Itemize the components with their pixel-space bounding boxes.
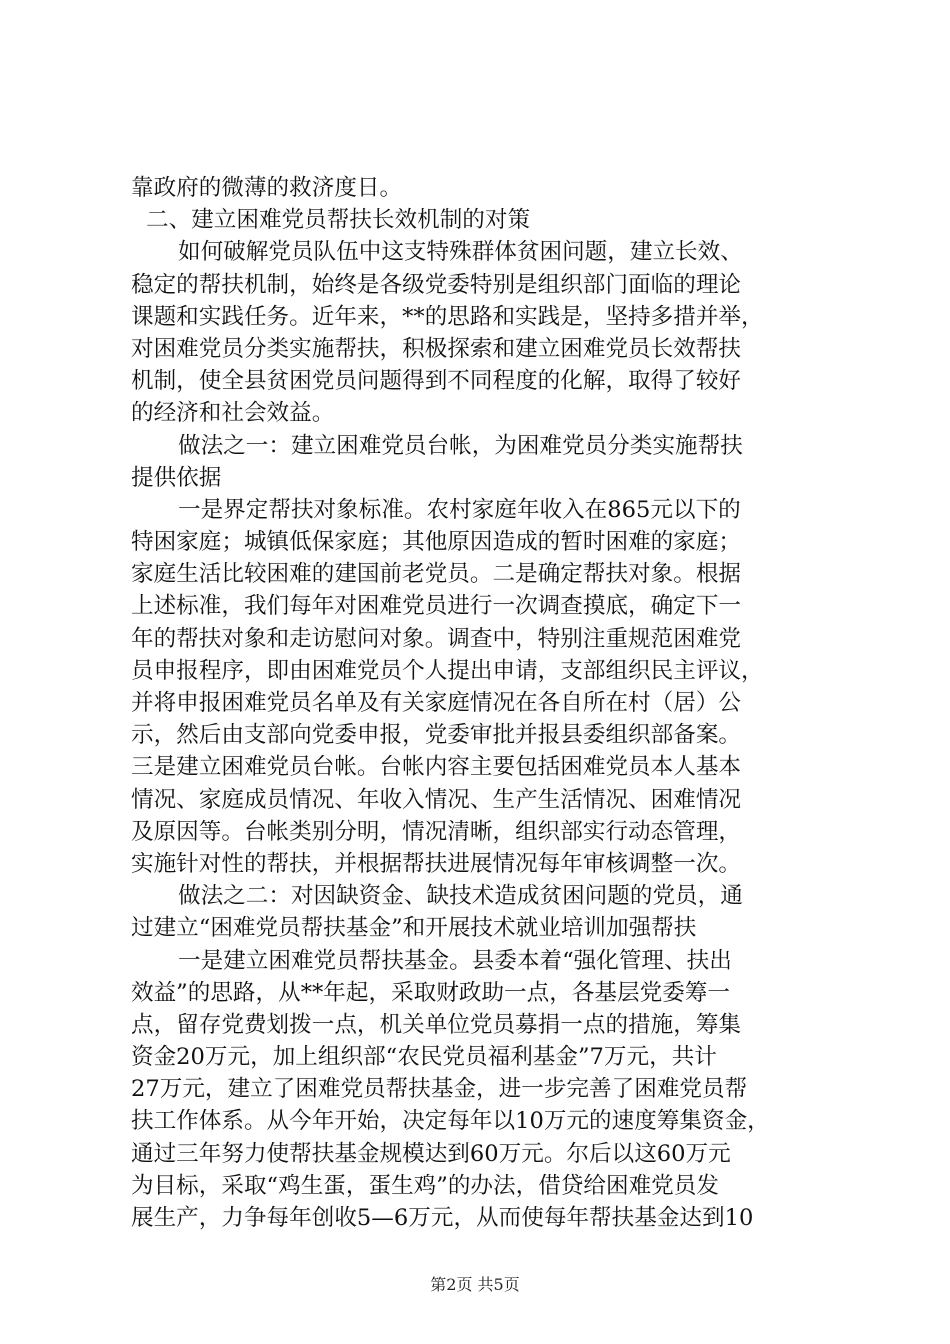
text-line: 及原因等。台帐类别分明，情况清晰，组织部实行动态管理，	[131, 818, 742, 845]
page-number-footer: 第2页 共5页	[430, 1275, 520, 1294]
text-line: 为目标，采取“鸡生蛋，蛋生鸡”的办法，借贷给困难党员发	[131, 1172, 719, 1199]
text-line: 实施针对性的帮扶，并根据帮扶进展情况每年审核调整一次。	[131, 850, 742, 877]
text-line: 一是界定帮扶对象标准。农村家庭年收入在865元以下的	[178, 496, 741, 523]
text-line: 机制，使全县贫困党员问题得到不同程度的化解，取得了较好	[131, 368, 742, 395]
text-line: 三是建立困难党员台帐。台帐内容主要包括困难党员本人基本	[131, 754, 742, 781]
text-line: 资金20万元，加上组织部“农民党员福利基金”7万元，共计	[131, 1044, 717, 1071]
text-line: 一是建立困难党员帮扶基金。县委本着“强化管理、扶出	[178, 947, 732, 974]
document-body	[131, 172, 831, 1234]
text-line: 通过三年努力使帮扶基金规模达到60万元。尔后以这60万元	[131, 1140, 731, 1167]
subsection-heading: 提供依据	[131, 464, 222, 491]
text-line: 员申报程序，即由困难党员个人提出申请，支部组织民主评议，	[131, 657, 764, 684]
section-heading: 二、建立困难党员帮扶长效机制的对策	[146, 207, 531, 234]
text-line: 对困难党员分类实施帮扶，积极探索和建立困难党员长效帮扶	[131, 335, 742, 362]
text-line: 家庭生活比较困难的建国前老党员。二是确定帮扶对象。根据	[131, 561, 742, 588]
text-line: 如何破解党员队伍中这支特殊群体贫困问题，建立长效、	[178, 239, 743, 266]
text-line: 的经济和社会效益。	[131, 400, 335, 427]
text-line: 情况、家庭成员情况、年收入情况、生产生活情况、困难情况	[131, 786, 742, 813]
text-line: 稳定的帮扶机制，始终是各级党委特别是组织部门面临的理论	[131, 271, 742, 298]
text-line: 展生产，力争每年创收5—6万元，从而使每年帮扶基金达到10	[131, 1205, 754, 1231]
subsection-heading: 做法之二：对因缺资金、缺技术造成贫困问题的党员，通	[178, 883, 743, 910]
text-line: 示，然后由支部向党委申报，党委审批并报县委组织部备案。	[131, 722, 742, 749]
text-line: 上述标准，我们每年对困难党员进行一次调查摸底，确定下一	[131, 593, 742, 620]
text-line: 效益”的思路，从**年起，采取财政助一点，各基层党委筹一	[131, 979, 730, 1006]
text-line: 特困家庭；城镇低保家庭；其他原因造成的暂时困难的家庭；	[131, 529, 742, 556]
text-line: 扶工作体系。从今年开始，决定每年以10万元的速度筹集资金，	[131, 1108, 770, 1135]
text-line: 课题和实践任务。近年来，**的思路和实践是，坚持多措并举，	[131, 303, 764, 330]
text-line: 27万元，建立了困难党员帮扶基金，进一步完善了困难党员帮	[131, 1076, 748, 1103]
text-line: 年的帮扶对象和走访慰问对象。调查中，特别注重规范困难党	[131, 625, 742, 652]
text-line: 并将申报困难党员名单及有关家庭情况在各自所在村（居）公	[131, 690, 742, 716]
text-line: 靠政府的微薄的救济度日。	[131, 175, 403, 201]
subsection-heading: 过建立“困难党员帮扶基金”和开展技术就业培训加强帮扶	[131, 915, 697, 942]
text-line: 点，留存党费划拨一点，机关单位党员募捐一点的措施，筹集	[131, 1011, 742, 1038]
subsection-heading: 做法之一：建立困难党员台帐，为困难党员分类实施帮扶	[178, 432, 743, 459]
